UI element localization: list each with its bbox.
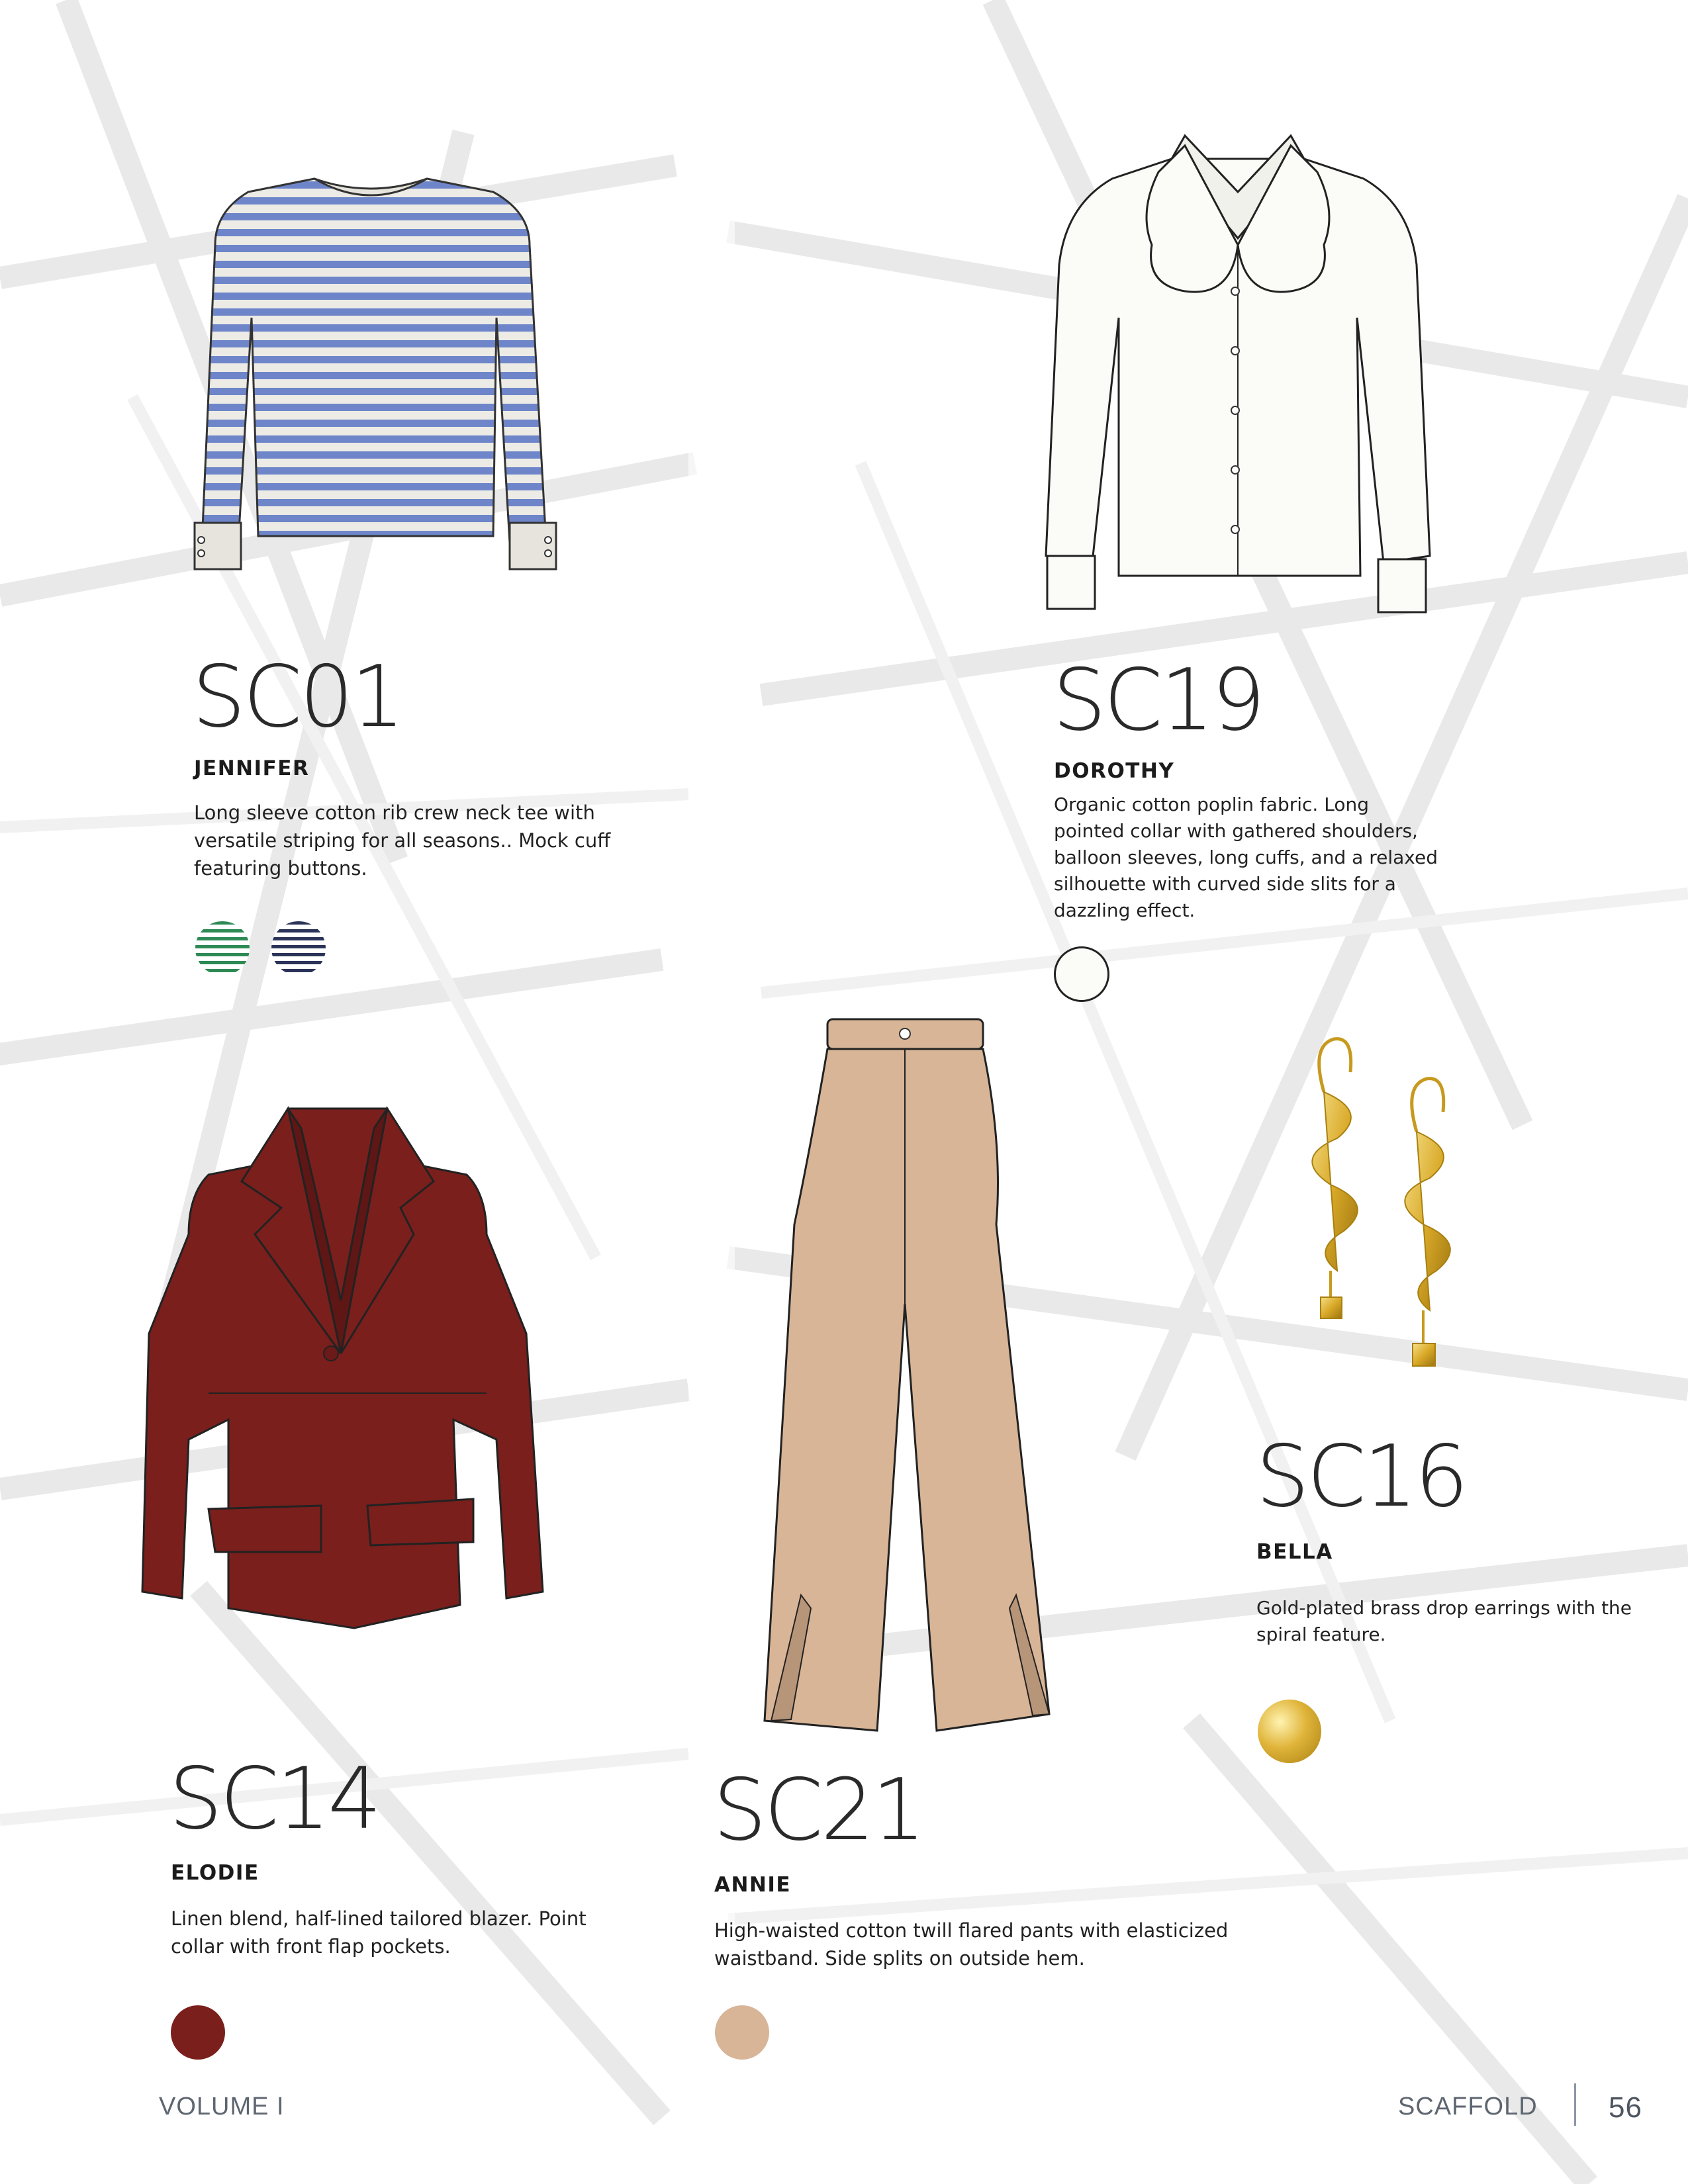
footer-volume: VOLUME I bbox=[159, 2093, 285, 2120]
pants-illustration bbox=[731, 1013, 1056, 1741]
earrings-illustration bbox=[1284, 1032, 1476, 1403]
product-name: JENNIFER bbox=[194, 756, 310, 780]
blouse-illustration bbox=[1039, 132, 1436, 622]
product-name: DOROTHY bbox=[1054, 759, 1175, 783]
product-description: Organic cotton poplin fabric. Long pointed collar with gathered shoulders, balloon sleeves, long cuffs, and a relaxed silhouette with curved side slits for a dazzling effect. bbox=[1054, 794, 1438, 921]
footer-divider bbox=[1574, 2083, 1576, 2126]
striped-tee-illustration bbox=[185, 165, 556, 582]
product-name: ANNIE bbox=[714, 1873, 792, 1897]
product-code: SC14 bbox=[169, 1750, 379, 1848]
swatch-navy-stripe[interactable] bbox=[271, 921, 326, 976]
product-name: ELODIE bbox=[171, 1861, 259, 1885]
footer-brand: SCAFFOLD bbox=[1398, 2093, 1538, 2120]
product-description: High-waisted cotton twill flared pants with elasticized waistband. Side splits on outside hem. bbox=[714, 1919, 1229, 1970]
product-description: Linen blend, half-lined tailored blazer. Point collar with front flap pockets. bbox=[171, 1907, 586, 1958]
swatch-burgundy[interactable] bbox=[171, 2005, 225, 2060]
swatch-gold[interactable] bbox=[1258, 1700, 1321, 1763]
product-code: SC19 bbox=[1053, 651, 1263, 750]
product-description: Gold-plated brass drop earrings with the spiral feature. bbox=[1256, 1597, 1632, 1645]
product-name: BELLA bbox=[1256, 1540, 1333, 1564]
product-code: SC16 bbox=[1256, 1428, 1466, 1526]
swatch-green-stripe[interactable] bbox=[195, 921, 250, 976]
product-code: SC01 bbox=[192, 648, 402, 747]
blazer-illustration bbox=[129, 1102, 553, 1658]
page-number: 56 bbox=[1609, 2091, 1642, 2124]
product-code: SC21 bbox=[713, 1761, 923, 1860]
swatch-white[interactable] bbox=[1054, 946, 1109, 1002]
swatch-tan[interactable] bbox=[715, 2005, 769, 2060]
product-description: Long sleeve cotton rib crew neck tee with versatile striping for all seasons.. Mock cuff featuring buttons. bbox=[194, 801, 611, 880]
